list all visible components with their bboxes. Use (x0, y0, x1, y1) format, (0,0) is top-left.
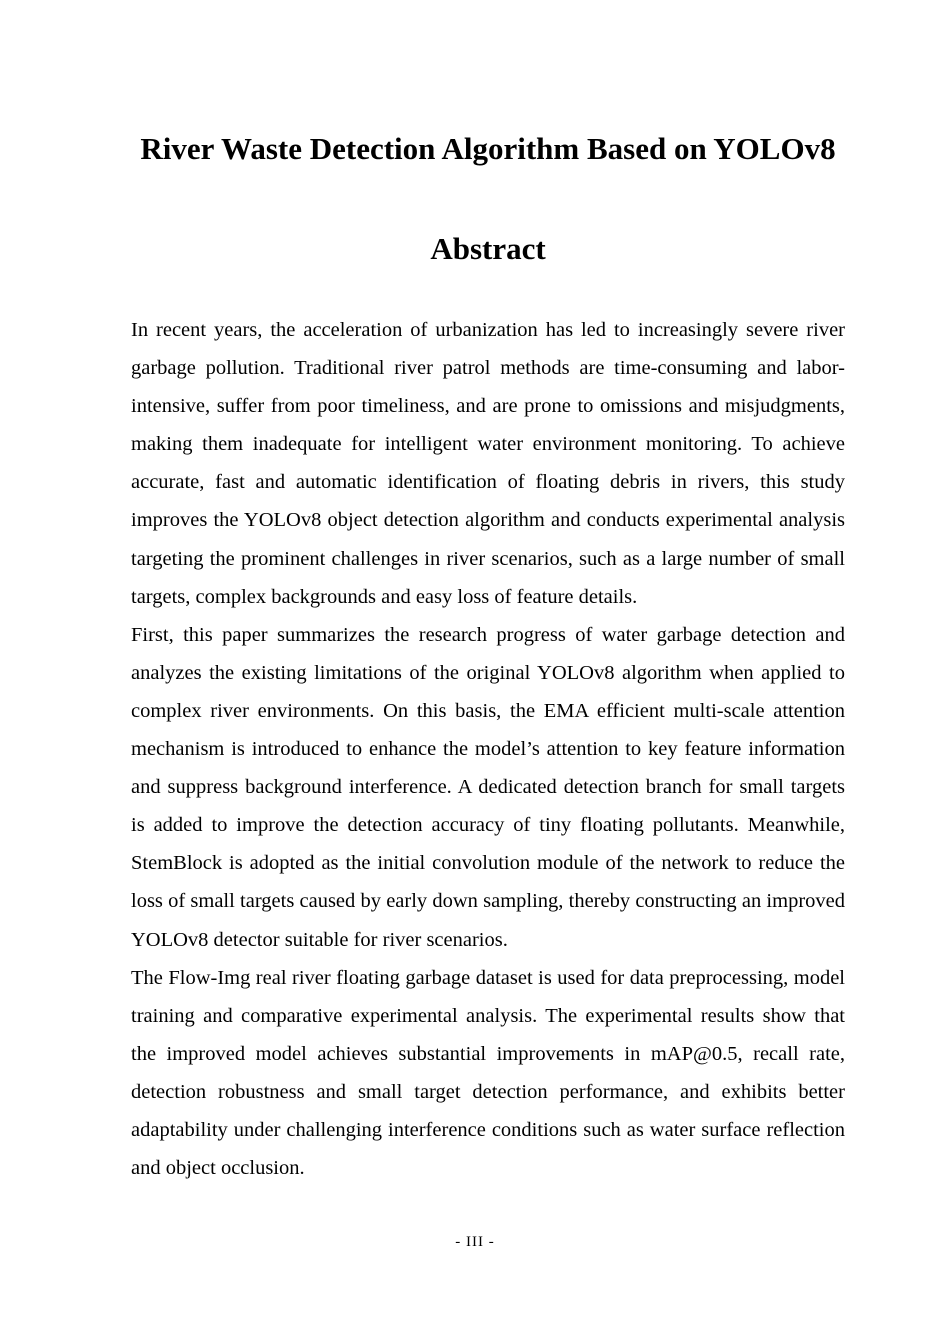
page-number: - III - (455, 1234, 495, 1250)
abstract-body (131, 311, 845, 1187)
abstract-paragraph-3: The Flow-Img real river floating garbage dataset is used for data preprocessing, model training and comparative experimental analysis. The experimental results show that the improved model achieves substantial improvements in mAP@0.5, recall rate, detection robustness and small target detection performance, and exhibits better adaptability under challenging interference conditions such as water surface reflection and object occlusion. (131, 966, 845, 1180)
abstract-paragraph-2: First, this paper summarizes the research progress of water garbage detection and analyzes the existing limitations of the original YOLOv8 algorithm when applied to complex river environments. On this basis, the EMA efficient multi-scale attention mechanism is introduced to enhance the model’s attention to key feature information and suppress background interference. A dedicated detection branch for small targets is added to improve the detection accuracy of tiny floating pollutants. Meanwhile, StemBlock is adopted as the initial convolution module of the network to reduce the loss of small targets caused by early down sampling, thereby constructing an improved YOLOv8 detector suitable for river scenarios. (131, 623, 845, 951)
abstract-heading: Abstract (430, 231, 546, 266)
abstract-paragraph-1: In recent years, the acceleration of urbanization has led to increasingly severe river garbage pollution. Traditional river patrol methods are time-consuming and labor-intensive, suffer from poor timeliness, and are prone to omissions and misjudgments, making them inadequate for intelligent water environment monitoring. To achieve accurate, fast and automatic identification of floating debris in rivers, this study improves the YOLOv8 object detection algorithm and conducts experimental analysis targeting the prominent challenges in river scenarios, such as a large number of small targets, complex backgrounds and easy loss of feature details. (131, 319, 845, 608)
paper-title: River Waste Detection Algorithm Based on YOLOv8 (140, 131, 836, 166)
